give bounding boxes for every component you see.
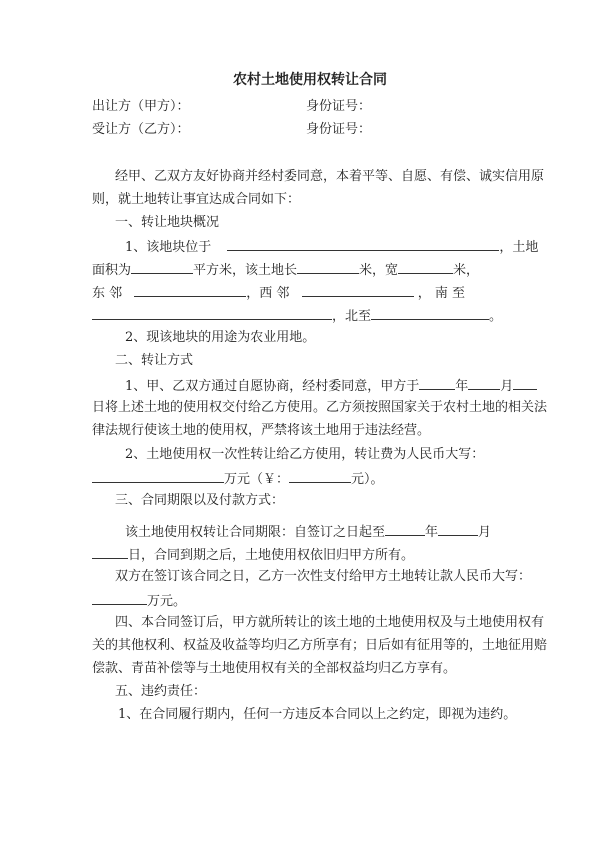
intro-line: 则，就土地转让事宜达成合同如下：	[92, 192, 301, 207]
term-line	[125, 522, 491, 542]
section-heading: 三、合同期限以及付款方式：	[115, 493, 285, 508]
section-heading: 五、违约责任：	[115, 684, 207, 699]
term-month-label: 月	[478, 525, 492, 540]
party-a-label: 出让方（甲方）：	[92, 99, 190, 114]
term-text-2: 日，合同到期之后，土地使用权依旧归甲方所有。	[128, 548, 415, 563]
fee-number-blank	[289, 469, 351, 483]
west-label: ，西 邻	[246, 286, 290, 301]
meter-end: 米，	[453, 263, 480, 278]
section-heading: 二、转让方式	[115, 353, 194, 368]
day-blank	[513, 376, 537, 390]
width-label: 米，宽	[359, 263, 399, 278]
width-blank	[398, 260, 453, 274]
term-day-blank	[92, 545, 128, 559]
boundary-line	[92, 283, 465, 303]
term-line-2	[92, 545, 414, 565]
use-line: 2、现该地块的用途为农业用地。	[125, 330, 316, 345]
transfer-text: 1、甲、乙双方通过自愿协商，经村委同意，甲方于	[125, 379, 420, 394]
fee-line: 2、土地使用权一次性转让给乙方使用，转让费为人民币大写：	[125, 447, 485, 462]
transfer-line	[125, 376, 537, 396]
sqm-label: 平方米，该土地长	[193, 263, 298, 278]
term-text: 该土地使用权转让合同期限：自签订之日起至	[125, 525, 386, 540]
south-blank	[92, 306, 332, 320]
section-four-line: 关的其他权利、权益及收益等均归乙方所享有；日后如有征用等的，土地征用赔	[92, 638, 548, 653]
year-label: 年	[455, 379, 469, 394]
month-blank	[468, 376, 500, 390]
period: 。	[489, 309, 503, 324]
section-four-line: 四、本合同签订后，甲方就所转让的该土地的土地使用权及与土地使用权有	[115, 615, 545, 630]
fee-yuan-label: 元）。	[351, 472, 384, 487]
location-blank	[227, 237, 499, 251]
transfer-line: 律法规行使该土地的使用权，严禁将该土地用于违法经营。	[92, 423, 431, 438]
location-tail: ，土地	[499, 240, 539, 255]
term-month-blank	[438, 522, 478, 536]
year-blank	[419, 376, 455, 390]
north-blank	[371, 306, 489, 320]
payment-blank	[92, 591, 147, 605]
south-label: ， 南 至	[417, 286, 465, 301]
payment-line: 双方在签订该合同之日，乙方一次性支付给甲方土地转让款人民币大写：	[115, 569, 532, 584]
month-label: 月	[500, 379, 514, 394]
area-blank	[131, 260, 193, 274]
north-label: ，北至	[332, 309, 372, 324]
transfer-line: 日将上述土地的使用权交付给乙方使用。乙方须按照国家关于农村土地的相关法	[92, 400, 548, 415]
length-blank	[297, 260, 359, 274]
term-year-label: 年	[425, 525, 439, 540]
east-label: 东 邻	[92, 286, 123, 301]
term-year-blank	[385, 522, 425, 536]
page-title: 农村土地使用权转让合同	[233, 72, 387, 88]
area-line	[92, 260, 479, 280]
location-label: 1、该地块位于	[125, 240, 212, 255]
payment-wan-label: 万元。	[147, 594, 187, 609]
west-blank	[302, 283, 414, 297]
intro-line: 经甲、乙双方友好协商并经村委同意，本着平等、自愿、有偿、诚实信用原	[115, 169, 545, 184]
breach-line: 1、在合同履行期内，任何一方违反本合同以上之约定，即视为违约。	[118, 707, 517, 722]
east-blank	[134, 283, 246, 297]
section-heading: 一、转让地块概况	[115, 215, 220, 230]
fee-amount-line	[92, 469, 384, 489]
section-four-line: 偿款、青苗补偿等与土地使用权有关的全部权益均归乙方享有。	[92, 661, 457, 676]
party-b-label: 受让方（乙方）：	[92, 122, 190, 137]
fee-words-blank	[92, 469, 224, 483]
location-line	[125, 237, 538, 257]
area-label: 面积为	[92, 263, 132, 278]
payment-amount-line	[92, 591, 186, 611]
fee-wan-label: 万元（￥：	[224, 472, 290, 487]
boundary-line-2	[92, 306, 502, 326]
id-b-label: 身份证号：	[306, 122, 372, 137]
id-a-label: 身份证号：	[306, 99, 372, 114]
